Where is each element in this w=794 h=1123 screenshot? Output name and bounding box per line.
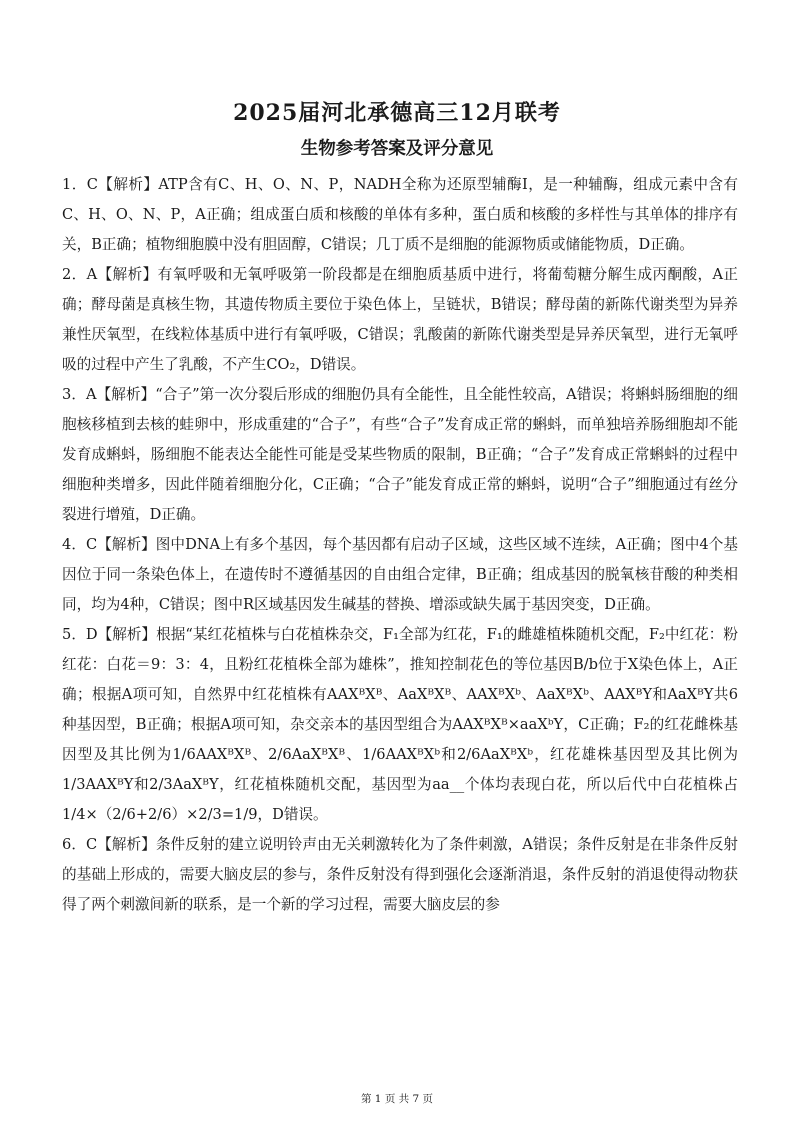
document-title: 2025届河北承德高三12月联考 [233, 100, 561, 126]
answer-item-2: 2．A【解析】有氧呼吸和无氧呼吸第一阶段都是在细胞质基质中进行，将葡萄糖分解生成丙酮酸，A正确；酵母菌是真核生物，其遗传物质主要位于染色体上，呈链状，B错误；酵母菌的新陈代谢类型为异养兼性厌氧型，在线粒体基质中进行有氧呼吸，C错误；乳酸菌的新陈代谢类型是异养厌氧型，进行无氧呼吸的过程中产生了乳酸，不产生CO₂，D错误。 [62, 266, 738, 373]
answer-item-4: 4．C【解析】图中DNA上有多个基因，每个基因都有启动子区域，这些区域不连续，A正确；图中4个基因位于同一条染色体上，在遗传时不遵循基因的自由组合定律，B正确；组成基因的脱氧核苷酸的种类相同，均为4种，C错误；图中R区域基因发生碱基的替换、增添或缺失属于基因突变，D正确。 [62, 536, 738, 613]
answer-item-3: 3．A【解析】“合子”第一次分裂后形成的细胞仍具有全能性，且全能性较高，A错误；将蝌蚪肠细胞的细胞核移植到去核的蛙卵中，形成重建的“合子”，有些“合子”发育成正常的蝌蚪，而单独培养肠细胞却不能发育成蝌蚪，肠细胞不能表达全能性可能是受某些物质的限制，B正确；“合子”发育成正常蝌蚪的过程中细胞种类增多，因此伴随着细胞分化，C正确；“合子”能发育成正常的蝌蚪，说明“合子”细胞通过有丝分裂进行增殖，D正确。 [62, 386, 738, 523]
answer-list [62, 170, 738, 920]
answer-item-5: 5．D【解析】根据“某红花植株与白花植株杂交，F₁全部为红花，F₁的雌雄植株随机交配，F₂中红花：粉红花：白花＝9：3：4，且粉红花植株全部为雄株”，推知控制花色的等位基因B/b位于X染色体上，A正确；根据A项可知，自然界中红花植株有AAXᴮXᴮ、AaXᴮXᴮ、AAXᴮXᵇ、AaXᴮXᵇ、AAXᴮY和AaXᴮY共6种基因型，B正确；根据A项可知，杂交亲本的基因型组合为AAXᴮXᴮ×aaXᵇY，C正确；F₂的红花雌株基因型及其比例为1/6AAXᴮXᴮ、2/6AaXᴮXᴮ、1/6AAXᴮXᵇ和2/6AaXᴮXᵇ，红花雄株基因型及其比例为1/3AAXᴮY和2/3AaXᴮY，红花植株随机交配，基因型为aa__个体均表现白花，所以后代中白花植株占1/4×（2/6+2/6）×2/3=1/9，D错误。 [62, 626, 738, 823]
answer-item-1: 1．C【解析】ATP含有C、H、O、N、P，NADH全称为还原型辅酶Ⅰ，是一种辅酶，组成元素中含有C、H、O、N、P，A正确；组成蛋白质和核酸的单体有多种，蛋白质和核酸的多样性与其单体的排序有关，B正确；植物细胞膜中没有胆固醇，C错误；几丁质不是细胞的能源物质或储能物质，D正确。 [62, 176, 738, 253]
answer-item-6: 6．C【解析】条件反射的建立说明铃声由无关刺激转化为了条件刺激，A错误；条件反射是在非条件反射的基础上形成的，需要大脑皮层的参与，条件反射没有得到强化会逐渐消退，条件反射的消退使得动物获得了两个刺激间新的联系，是一个新的学习过程，需要大脑皮层的参 [62, 836, 738, 913]
document-subtitle: 生物参考答案及评分意见 [300, 139, 494, 159]
page-number: 第 1 页 共 7 页 [360, 1093, 434, 1105]
